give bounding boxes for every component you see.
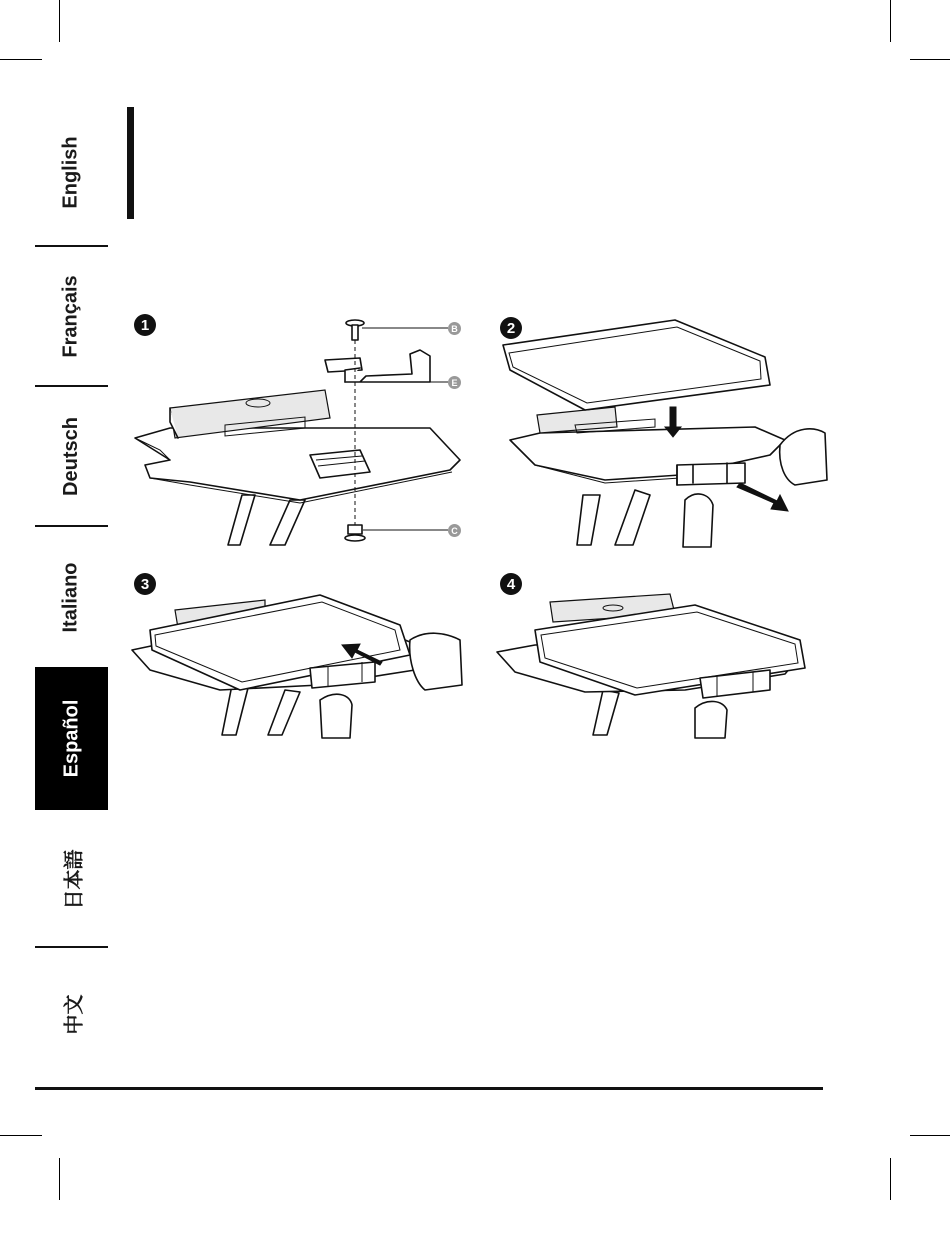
step-2-illustration <box>495 315 835 550</box>
crop-mark <box>890 0 891 42</box>
crop-mark <box>59 1158 60 1200</box>
tab-label: Italiano <box>59 561 82 633</box>
tab-label: 中文 <box>63 994 85 1034</box>
section-marker-bar <box>127 107 134 219</box>
step-number: 1 <box>140 316 150 334</box>
step-number: 3 <box>140 575 150 593</box>
tab-label: Français <box>60 274 83 358</box>
callout-letter: E <box>451 377 458 388</box>
tab-italiano[interactable] <box>35 527 108 667</box>
tab-francais[interactable] <box>35 247 108 385</box>
crop-mark <box>0 59 42 60</box>
step-3-illustration <box>130 590 470 740</box>
callout-e <box>448 376 461 389</box>
step-1-illustration <box>130 310 470 550</box>
tab-deutsch[interactable] <box>35 387 108 525</box>
callout-b <box>448 322 461 335</box>
step-4-illustration <box>495 590 835 740</box>
tab-label: 日本語 <box>63 849 85 909</box>
crop-mark <box>910 59 950 60</box>
tab-label: English <box>59 136 82 209</box>
callout-c <box>448 524 461 537</box>
tab-chinese[interactable] <box>35 948 108 1080</box>
tab-espanol[interactable] <box>35 667 108 810</box>
callout-letter: B <box>451 323 458 334</box>
crop-mark <box>0 1135 42 1136</box>
step-number: 2 <box>506 319 516 337</box>
crop-mark <box>890 1158 891 1200</box>
crop-mark <box>59 0 60 42</box>
crop-mark <box>910 1135 950 1136</box>
tab-japanese[interactable] <box>35 812 108 946</box>
tab-label: Deutsch <box>60 416 82 496</box>
tab-label: Español <box>60 699 83 778</box>
bottom-rule <box>35 1087 823 1090</box>
callout-letter: C <box>451 525 458 536</box>
tab-english[interactable] <box>35 100 108 245</box>
language-tabs <box>35 100 108 1080</box>
step-number: 4 <box>506 575 516 593</box>
